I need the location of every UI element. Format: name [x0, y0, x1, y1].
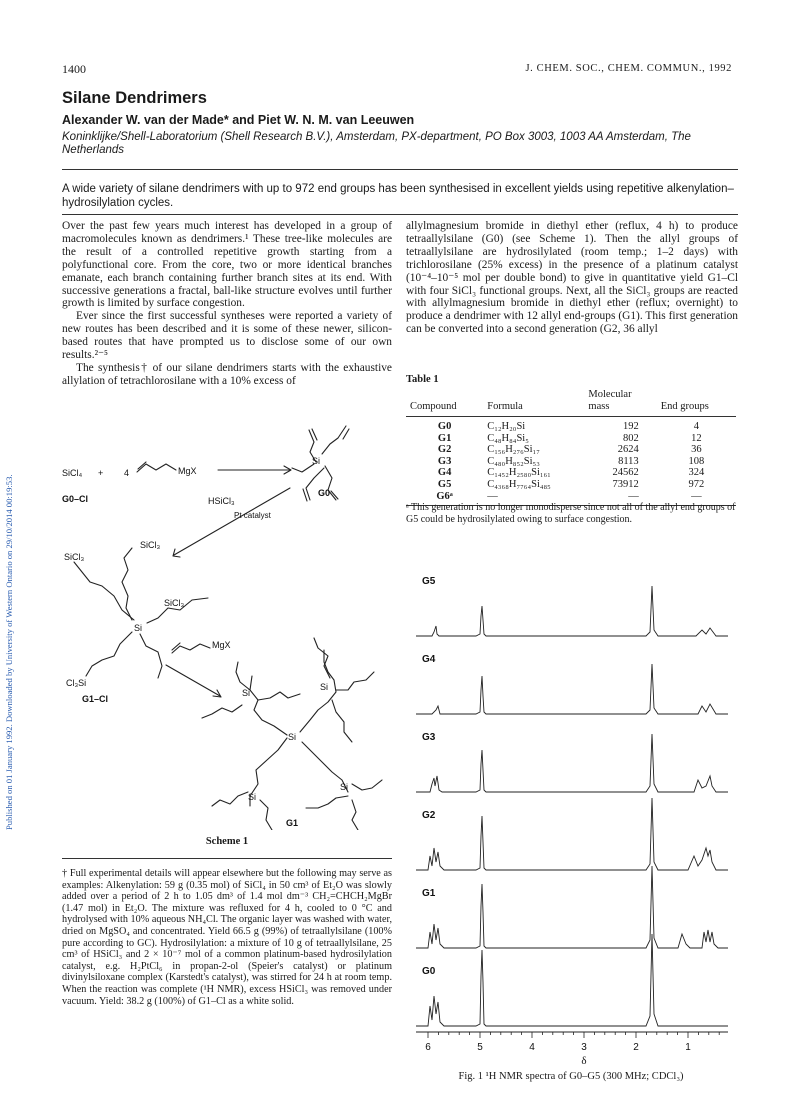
nmr-figure [406, 566, 738, 1066]
label-si-branch-3: Si [248, 792, 257, 802]
table-footnote: ᵃ This generation is no longer monodisperse since not all of the allyl end groups of G5 could be hydrosilylated owing to surface congestion. [406, 502, 736, 525]
compound-table [406, 389, 736, 506]
table-row [406, 433, 736, 445]
label-g1-cl: G1–Cl [82, 694, 109, 704]
allyl-grignard-structure [137, 462, 176, 472]
cell-end-groups: 108 [688, 455, 705, 467]
spectrum-label-g3: G3 [422, 732, 436, 743]
cell-compound: G6ᵃ [406, 491, 483, 506]
allyl-grignard-structure-2 [172, 643, 210, 653]
cell-formula: C₄₈₀H₈₅₂Si₅₃ [487, 455, 540, 467]
article-affiliation: Koninklijke/Shell-Laboratorium (Shell Research B.V.), Amsterdam, PX-department, PO Box 3003, 1003 AA Amsterdam, The Netherlands [62, 131, 691, 156]
label-g0-cl: G0–Cl [62, 494, 89, 504]
label-si-g1cl: Si [134, 623, 143, 633]
spectrum-label-g2: G2 [422, 810, 436, 821]
arrow-head [213, 690, 221, 697]
spectrum-g2 [416, 798, 728, 870]
col-compound: Compound [406, 389, 483, 417]
table-title: Table 1 [406, 374, 439, 385]
label-cl3si: Cl₃Si [66, 678, 87, 688]
left-para-1: Over the past few years much interest has developed in a group of macromolecules known as dendrimers.¹ These tree-like molecules are the result of a controlled repetitive growth starting from a polyfunctional core. From the core, two or more identical branches emanate, each branch containing further branch sites at its end. With successive generations a fractal, ball-like structure evolves until further growth is limited by surface congestion. [62, 220, 392, 310]
article-title: Silane Dendrimers [62, 89, 207, 107]
reaction-scheme [62, 360, 392, 830]
right-para-1: allylmagnesium bromide in diethyl ether (reflux, 4 h) to produce tetraallylsilane (G0) (see Scheme 1). Then the allyl groups of tetraallylsilane are hydrosilylated (room temp.; 1–2 days) with trichlorosilane (25% excess) in the presence of a platinum catalyst (10⁻⁴–10⁻⁵ mol per double bond) to give in quantitative yield G1–Cl with four SiCl₃ functional groups. Next, all the SiCl₃ groups are reacted with allylmagnesium bromide in diethyl ether (reflux; overnight) to produce a dendrimer with 12 allyl end-groups (G1). This first generation can be converted into a second generation (G2, 36 allyl [406, 220, 738, 336]
col-mass-line2: mass [588, 401, 610, 412]
figure-caption: Fig. 1 ¹H NMR spectra of G0–G5 (300 MHz; CDCl₃) [458, 1071, 684, 1082]
cell-formula: C₁₅₆H₂₇₆Si₁₇ [487, 444, 540, 456]
header-rule [62, 169, 738, 170]
cell-mass: 192 [622, 421, 639, 432]
col-mass [584, 389, 656, 417]
x-tick-label: 4 [529, 1042, 535, 1053]
cell-mass: 24562 [612, 467, 639, 479]
cell-end-groups: 12 [691, 432, 702, 444]
spectrum-g4 [416, 664, 728, 714]
label-sicl3-right: SiCl₃ [164, 598, 185, 608]
x-tick-label: 2 [633, 1042, 639, 1053]
label-si-branch-1: Si [242, 688, 251, 698]
x-tick-label: 3 [581, 1042, 587, 1053]
abstract-rule [62, 214, 738, 215]
col-end-groups: End groups [657, 389, 736, 417]
cell-compound: G4 [437, 467, 452, 479]
article-authors: Alexander W. van der Made* and Piet W. N. M. van Leeuwen [62, 113, 415, 127]
label-pt-catalyst: Pt catalyst [234, 511, 271, 520]
table-row [406, 467, 736, 479]
label-g1: G1 [286, 818, 299, 828]
left-para-3: The synthesis† of our silane dendrimers starts with the exhaustive allylation of tetrachlorosilane with a 10% excess of [62, 361, 392, 387]
page-number: 1400 [62, 62, 86, 76]
table-row [406, 417, 736, 433]
label-four: 4 [124, 468, 130, 478]
g1-cl-structure [74, 548, 208, 678]
cell-mass: — [584, 491, 656, 506]
table-header-row [406, 389, 736, 417]
col-mass-line1: Molecular [588, 389, 632, 400]
x-tick-label: 5 [477, 1042, 483, 1053]
spectrum-label-g4: G4 [422, 654, 436, 665]
right-column [406, 220, 738, 336]
spectrum-g1 [416, 866, 728, 948]
label-si-core: Si [288, 732, 297, 742]
spectrum-g3 [416, 734, 728, 792]
journal-header: J. CHEM. SOC., CHEM. COMMUN., 1992 [525, 63, 732, 74]
cell-end-groups: — [657, 491, 736, 506]
label-hsicl3: HSiCl₃ [208, 496, 235, 506]
label-sicl3-top: SiCl₃ [140, 540, 161, 550]
label-si-branch-2: Si [320, 682, 329, 692]
cell-mass: 802 [622, 432, 639, 444]
label-sicl3-left: SiCl₃ [64, 552, 85, 562]
cell-formula: C₁₂H₂₀Si [487, 421, 526, 432]
spectrum-label-g5: G5 [422, 576, 436, 587]
footnote-rule [62, 858, 392, 859]
x-axis-label: δ [581, 1055, 587, 1066]
download-notice [2, 210, 16, 830]
arrow-alkenylation-2 [166, 665, 220, 696]
scheme-caption: Scheme 1 [205, 836, 249, 847]
label-sicl4: SiCl₄ [62, 468, 83, 478]
cell-mass: 8113 [618, 455, 639, 467]
x-tick-label: 6 [425, 1042, 431, 1053]
table-row [406, 456, 736, 468]
cell-formula: C₄₃₆₈H₇₇₆₄Si₄₈₅ [487, 478, 551, 490]
label-mgx: MgX [178, 466, 197, 476]
cell-formula: C₁₄₅₂H₂₅₈₀Si₁₆₁ [487, 467, 551, 479]
cell-end-groups: 36 [691, 444, 702, 456]
download-notice-text: Published on 01 January 1992. Downloaded by University of Western Ontario on 29/10/2014 00:19:53. [4, 474, 14, 830]
x-axis-ticks [428, 1032, 719, 1038]
experimental-footnote: † Full experimental details will appear elsewhere but the following may serve as examples: Alkenylation: 59 g (0.35 mol) of SiCl₄ in 50 cm³ of Et₂O was slowly added over a period of 2 h to 1.05 dm³ of 1.4 mol dm⁻³ CH₂=CHCH₂MgBr (1.47 mol) in Et₂O. The mixture was refluxed for 4 h, cooled to 0 °C and hydrolysed with 10% aqueous NH₄Cl. The organic layer was washed with water, dried on MgSO₄ and concentrated. Yield 66.5 g (99%) of tetraallylsilane (100% pure according to GC). Hydrosilylation: a mixture of 10 g of tetraallylsilane, 25 cm³ of HSiCl₃ and 2 × 10⁻⁷ mol of a common platinum-based hydrosilylation catalyst, e.g. H₂PtCl₆ in propan-2-ol (Speier's catalyst) or platinum divinylsiloxane complex (Karstedt's catalyst), was stirred for 24 h at room temp. When the reaction was complete (¹H NMR), excess HSiCl₃ was removed under vacuum. Yield: 38.2 g (100%) of G1–Cl as a white solid. [62, 868, 392, 1007]
cell-end-groups: 324 [688, 467, 705, 479]
col-formula: Formula [483, 389, 584, 417]
label-si-g0: Si [312, 456, 321, 466]
cell-mass: 2624 [617, 444, 639, 456]
left-para-2: Ever since the first successful syntheses were reported a variety of new routes has been described and it is some of these newer, silicon-based routes that have prompted us to disclose some of our own results.²⁻⁵ [62, 310, 392, 362]
cell-compound: G2 [437, 444, 452, 456]
table-row [406, 479, 736, 491]
spectrum-label-g0: G0 [422, 966, 436, 977]
cell-compound: G0 [437, 421, 452, 432]
spectrum-label-g1: G1 [422, 888, 436, 899]
cell-compound: G1 [437, 432, 452, 444]
label-mgx-2: MgX [212, 640, 231, 650]
label-g0: G0 [318, 488, 331, 498]
cell-formula: C₄₈H₈₄Si₅ [487, 432, 529, 444]
table-row [406, 444, 736, 456]
cell-end-groups: 4 [693, 421, 699, 432]
cell-compound: G5 [437, 478, 452, 490]
x-tick-label: 1 [685, 1042, 691, 1053]
label-si-branch-4: Si [340, 782, 349, 792]
cell-mass: 73912 [612, 478, 639, 490]
abstract: A wide variety of silane dendrimers with up to 972 end groups has been synthesised in excellent yields using repetitive alkenylation–hydrosilylation cycles. [62, 183, 734, 209]
cell-end-groups: 972 [688, 478, 705, 490]
cell-compound: G3 [437, 455, 452, 467]
spectrum-g5 [416, 586, 728, 636]
cell-formula: — [483, 491, 584, 506]
label-plus: + [98, 468, 104, 478]
